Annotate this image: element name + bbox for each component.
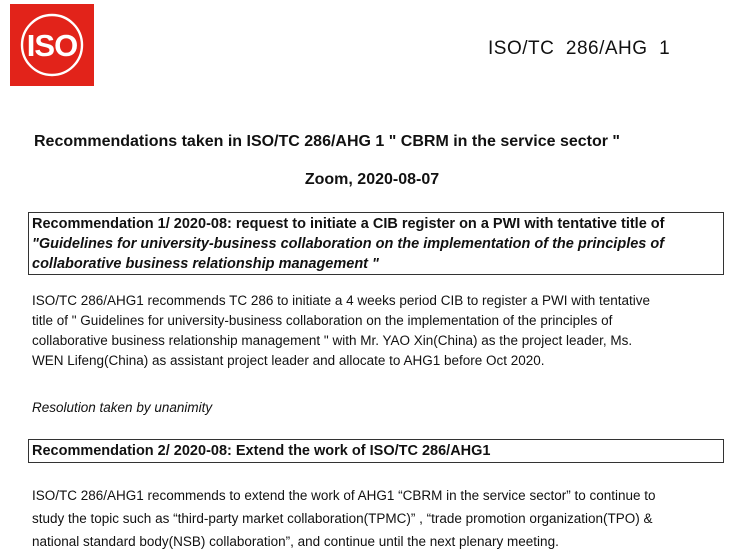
tentative-title-line: "Guidelines for university-business collaboration on the implementation of the principles of <box>32 236 665 252</box>
body-line: study the topic such as “third-party market collaboration(TPMC)” , “trade promotion organization(TPO) & <box>32 511 653 526</box>
body-line: collaborative business relationship management " with Mr. YAO Xin(China) as the project leader, Ms. <box>32 333 633 348</box>
document-title: Recommendations taken in ISO/TC 286/AHG 1 " CBRM in the service sector " <box>34 133 620 150</box>
recommendation-2-heading-box <box>28 439 724 463</box>
recommendation-1-tentative-title <box>32 234 719 274</box>
iso-logo <box>10 4 94 86</box>
recommendation-1-resolution: Resolution taken by unanimity <box>32 400 213 415</box>
body-line: ISO/TC 286/AHG1 recommends TC 286 to initiate a 4 weeks period CIB to register a PWI with tentative <box>32 293 651 308</box>
committee-reference: ISO/TC 286/AHG 1 <box>488 38 671 59</box>
tentative-title-line: collaborative business relationship management " <box>32 256 379 272</box>
body-line: ISO/TC 286/AHG1 recommends to extend the work of AHG1 “CBRM in the service sector” to continue to <box>32 488 656 503</box>
iso-logo-mark <box>10 4 94 86</box>
recommendation-1-heading: Recommendation 1/ 2020-08: request to initiate a CIB register on a PWI with tentative title of <box>32 216 665 232</box>
recommendation-2-heading: Recommendation 2/ 2020-08: Extend the work of ISO/TC 286/AHG1 <box>32 443 491 459</box>
iso-logo-text: ISO <box>26 28 78 63</box>
meeting-date-location: Zoom, 2020-08-07 <box>304 171 440 188</box>
recommendation-2-body <box>32 484 732 553</box>
recommendation-1-body <box>32 291 732 371</box>
body-line: title of " Guidelines for university-business collaboration on the implementation of the principles of <box>32 313 613 328</box>
body-line: WEN Lifeng(China) as assistant project leader and allocate to AHG1 before Oct 2020. <box>32 353 545 368</box>
recommendation-1-heading-box <box>28 212 724 275</box>
body-line: national standard body(NSB) collaboration”, and continue until the next plenary meeting. <box>32 534 559 549</box>
